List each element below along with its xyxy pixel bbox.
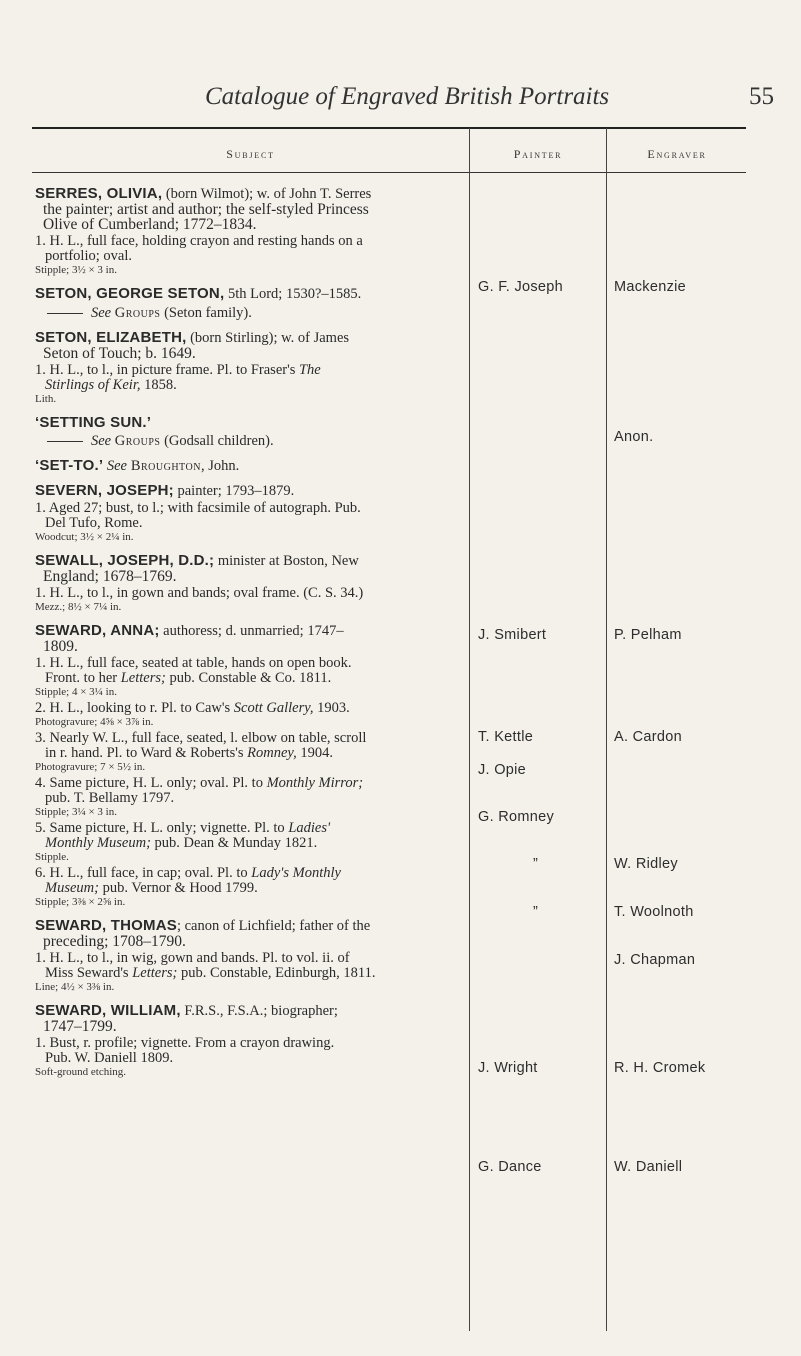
column-divider-painter bbox=[469, 128, 470, 1331]
engraver-name: W. Daniell bbox=[614, 1159, 683, 1175]
painter-name: J. Wright bbox=[478, 1060, 538, 1076]
portrait-item: 6. H. L., full face, in cap; oval. Pl. to Lady's Monthly Museum; pub. Vernor & Hood 1799. Stipple; 3⅜ × 2⅝ in. bbox=[35, 865, 341, 908]
portrait-item: 1. Aged 27; bust, to l.; with facsimile of autograph. Pub. Del Tufo, Rome. Woodcut; 3½ × 2¼ in. bbox=[35, 500, 361, 543]
painter-name: G. Dance bbox=[478, 1159, 542, 1175]
portrait-item: 1. Bust, r. profile; vignette. From a crayon drawing. Pub. W. Daniell 1809. Soft-ground etching. bbox=[35, 1035, 335, 1078]
ditto-mark: ” bbox=[533, 856, 539, 872]
entry-sewall: SEWALL, JOSEPH, D.D.; minister at Boston, New England; 1678–1769. 1. H. L., to l., in gown and bands; oval frame. (C. S. 34.) Mezz.; 8½ × 7¼ in. bbox=[35, 553, 465, 614]
portrait-item: 1. H. L., to l., in picture frame. Pl. to Fraser's The Stirlings of Keir, 1858. Lith. bbox=[35, 362, 321, 405]
engraver-name: Mackenzie bbox=[614, 279, 687, 295]
header-rule bbox=[32, 172, 746, 173]
portrait-item: 4. Same picture, H. L. only; oval. Pl. to Monthly Mirror; pub. T. Bellamy 1797. Stipple; 3¼ × 3 in. bbox=[35, 775, 364, 818]
entry-seward-thomas: SEWARD, THOMAS; canon of Lichfield; father of the preceding; 1708–1790. 1. H. L., to l., in wig, gown and bands. Pl. to vol. ii. of Miss Seward's Letters; pub. Constable, Edinburgh, 1811. Line; 4½ × 3⅜ in. bbox=[35, 918, 465, 994]
portrait-item: 1. H. L., to l., in gown and bands; oval frame. (C. S. 34.) Mezz.; 8½ × 7¼ in. bbox=[35, 585, 364, 613]
engraver-name: Anon. bbox=[614, 429, 654, 445]
entry-name: SERRES, OLIVIA, bbox=[35, 185, 163, 202]
column-header-painter: Painter bbox=[513, 147, 563, 161]
page-header bbox=[0, 83, 801, 113]
portrait-item: 3. Nearly W. L., full face, seated, l. elbow on table, scroll in r. hand. Pl. to Ward & Roberts's Romney, 1904. Photogravure; 7 × 5½ in. bbox=[35, 730, 367, 773]
column-divider-engraver bbox=[606, 128, 607, 1331]
portrait-item: 1. H. L., to l., in wig, gown and bands. Pl. to vol. ii. of Miss Seward's Letters; pub. Constable, Edinburgh, 1811. Line; 4½ × 3⅜ in. bbox=[35, 950, 376, 993]
entry-seward-anna: SEWARD, ANNA; authoress; d. unmarried; 1747– 1809. 1. H. L., full face, seated at table, hands on open book. Front. to her Letters; pub. Constable & Co. 1811. Stipple; 4 × 3¼ in. 2. H. L., looking to r. Pl. to Caw's Scott Gallery, 1903. Photogravure; 4⅝ × 3⅞ in. 3. Nearly W. L., full face, seated, l. elbow on table, scroll in r. hand. Pl. to Ward & Roberts's Romney, 1904. Photogravure; 7 × 5½ in. 4. Same picture, H. L. only; oval. Pl. to Monthly Mirror; pub. T. Bellamy 1797. Stipple; 3¼ × 3 in. 5. Same picture, H. L. only; vignette. Pl. to Ladies' Monthly Museum; pub. Dean & Munday 1821. Stipple. 6. H. L., full face, in cap; oval. Pl. to Lady's Monthly Museum; pub. Vernor & Hood 1799. Stipple; 3⅜ × 2⅝ in. bbox=[35, 623, 465, 909]
subject-column bbox=[35, 186, 465, 1088]
portrait-item: 1. H. L., full face, holding crayon and resting hands on a portfolio; oval. Stipple; 3½ × 3 in. bbox=[35, 234, 465, 277]
ditto-mark: ” bbox=[533, 904, 539, 920]
cross-reference: See Groups (Godsall children). bbox=[35, 433, 465, 449]
entry-seton-elizabeth: SETON, ELIZABETH, (born Stirling); w. of James Seton of Touch; b. 1649. 1. H. L., to l., in picture frame. Pl. to Fraser's The Stirlings of Keir, 1858. Lith. bbox=[35, 330, 465, 406]
engraver-name: W. Ridley bbox=[614, 856, 678, 872]
engraver-name: J. Chapman bbox=[614, 952, 696, 968]
page-number: 55 bbox=[749, 83, 774, 110]
medium-note: Stipple; 3½ × 3 in. bbox=[35, 264, 117, 276]
painter-name: G. F. Joseph bbox=[478, 279, 563, 295]
entry-serres: SERRES, OLIVIA, (born Wilmot); w. of John T. Serres the painter; artist and author; the self-styled Princess Olive of Cumberland; 1772–1834. 1. H. L., full face, holding crayon and resting hands on a portfolio; oval. Stipple; 3½ × 3 in. bbox=[35, 186, 465, 277]
painter-name: J. Opie bbox=[478, 762, 527, 778]
engraver-name: T. Woolnoth bbox=[614, 904, 694, 920]
entry-seward-william: SEWARD, WILLIAM, F.R.S., F.S.A.; biographer; 1747–1799. 1. Bust, r. profile; vignette. From a crayon drawing. Pub. W. Daniell 1809. Soft-ground etching. bbox=[35, 1003, 465, 1079]
cross-reference: See Groups (Seton family). bbox=[35, 305, 465, 321]
entry-setting-sun: ‘SETTING SUN.’ See Groups (Godsall children). bbox=[35, 415, 465, 449]
column-header-engraver: Engraver bbox=[647, 147, 707, 161]
engraver-name: P. Pelham bbox=[614, 627, 682, 643]
painter-name: J. Smibert bbox=[478, 627, 547, 643]
column-header-subject: Subject bbox=[226, 147, 275, 161]
entry-seton-george: SETON, GEORGE SETON, 5th Lord; 1530?–1585. See Groups (Seton family). bbox=[35, 286, 465, 321]
entry-set-to: ‘SET-TO.’ See Broughton, John. bbox=[35, 457, 240, 474]
top-rule bbox=[32, 127, 746, 129]
portrait-item: 5. Same picture, H. L. only; vignette. Pl. to Ladies' Monthly Museum; pub. Dean & Munday 1821. Stipple. bbox=[35, 820, 331, 863]
portrait-item: 2. H. L., looking to r. Pl. to Caw's Scott Gallery, 1903. Photogravure; 4⅝ × 3⅞ in. bbox=[35, 700, 350, 728]
painter-name: G. Romney bbox=[478, 809, 555, 825]
entry-severn: SEVERN, JOSEPH; painter; 1793–1879. 1. Aged 27; bust, to l.; with facsimile of autograph. Pub. Del Tufo, Rome. Woodcut; 3½ × 2¼ in. bbox=[35, 483, 465, 544]
painter-name: T. Kettle bbox=[478, 729, 534, 745]
engraver-name: A. Cardon bbox=[614, 729, 682, 745]
engraver-name: R. H. Cromek bbox=[614, 1060, 706, 1076]
running-title: Catalogue of Engraved British Portraits bbox=[205, 83, 610, 110]
portrait-item: 1. H. L., full face, seated at table, hands on open book. Front. to her Letters; pub. Constable & Co. 1811. Stipple; 4 × 3¼ in. bbox=[35, 655, 352, 698]
